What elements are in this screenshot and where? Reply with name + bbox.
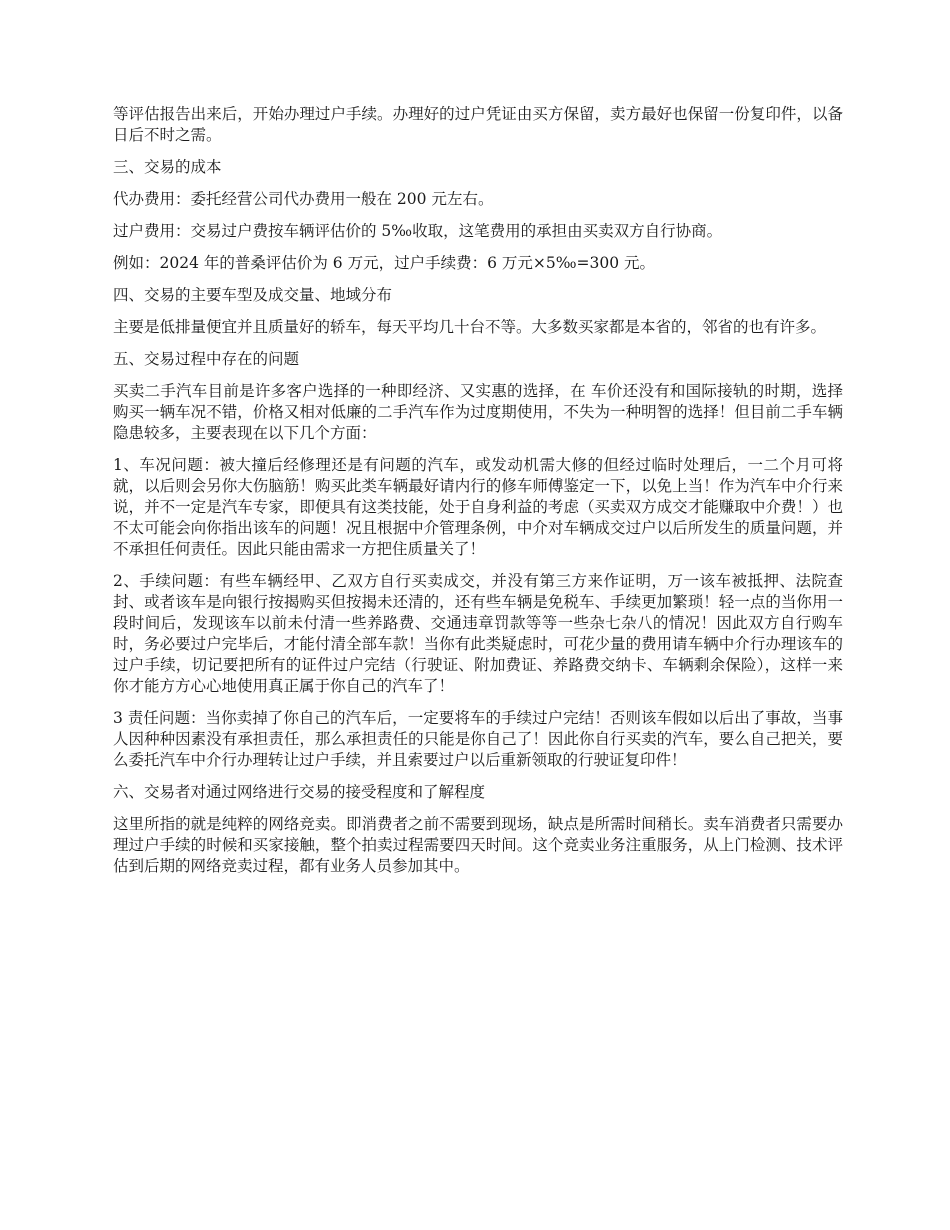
paragraph-paperwork: 2、手续问题：有些车辆经甲、乙双方自行买卖成交，并没有第三方来作证明，万一该车被抵押、法院查封、或者该车是向银行按揭购买但按揭未还清的，还有些车辆是免税车、手续更加繁琐！轻一点的当你用一段时间后，发现该车以前未付清一些养路费、交通违章罚款等等一些杂七杂八的情况！因此双方自行购车时，务必要过户完毕后，才能付清全部车款！当你有此类疑虑时，可花少量的费用请车辆中介行办理该车的过户手续，切记要把所有的证件过户完结（行驶证、附加费证、养路费交纳卡、车辆剩余保险），这样一来你才能方方心心地使用真正属于你自己的汽车了！ (113, 572, 843, 695)
paragraph-car-models: 主要是低排量便宜并且质量好的轿车，每天平均几十台不等。大多数买家都是本省的，邻省的也有许多。 (113, 318, 827, 336)
heading-car-models-distribution: 四、交易的主要车型及成交量、地域分布 (113, 286, 393, 304)
paragraph-problems-intro: 买卖二手汽车目前是许多客户选择的一种即经济、又实惠的选择，在 车价还没有和国际接轨的时期，选择购买一辆车况不错，价格又相对低廉的二手汽车作为过度期使用，不失为一种明智的选择！但目前二手车辆隐患较多，主要表现在以下几个方面： (113, 382, 843, 442)
heading-transaction-cost: 三、交易的成本 (113, 158, 222, 176)
paragraph-transfer-procedure: 等评估报告出来后，开始办理过户手续。办理好的过户凭证由买方保留，卖方最好也保留一份复印件，以备日后不时之需。 (113, 105, 843, 144)
paragraph-liability: 3 责任问题：当你卖掉了你自己的汽车后，一定要将车的手续过户完结！否则该车假如以后出了事故，当事人因种种因素没有承担责任，那么承担责任的只能是你自己了！因此你自行买卖的汽车，要么自己把关，要么委托汽车中介行办理转让过户手续，并且索要过户以后重新领取的行驶证复印件！ (113, 709, 843, 769)
heading-online-acceptance: 六、交易者对通过网络进行交易的接受程度和了解程度 (113, 783, 486, 801)
paragraph-agency-fee: 代办费用：委托经营公司代办费用一般在 200 元左右。 (113, 190, 494, 208)
document-body (113, 104, 843, 888)
heading-transaction-problems: 五、交易过程中存在的问题 (113, 350, 300, 368)
paragraph-fee-example: 例如：2024 年的普桑评估价为 6 万元，过户手续费：6 万元×5‰=300 元。 (113, 254, 656, 272)
paragraph-transfer-fee: 过户费用：交易过户费按车辆评估价的 5‰收取，这笔费用的承担由买卖双方自行协商。 (113, 222, 723, 240)
paragraph-online-auction: 这里所指的就是纯粹的网络竞卖。即消费者之前不需要到现场，缺点是所需时间稍长。卖车消费者只需要办理过户手续的时候和买家接触，整个拍卖过程需要四天时间。这个竞卖业务注重服务，从上门检测、技术评估到后期的网络竞卖过程，都有业务人员参加其中。 (113, 815, 843, 875)
paragraph-vehicle-condition: 1、车况问题：被大撞后经修理还是有问题的汽车，或发动机需大修的但经过临时处理后，一二个月可将就，以后则会另你大伤脑筋！购买此类车辆最好请内行的修车师傅鉴定一下，以免上当！作为汽车中介行来说，并不一定是汽车专家，即便具有这类技能，处于自身利益的考虑（买卖双方成交才能赚取中介费！）也不太可能会向你指出该车的问题！况且根据中介管理条例，中介对车辆成交过户以后所发生的质量问题，并不承担任何责任。因此只能由需求一方把住质量关了！ (113, 456, 843, 558)
